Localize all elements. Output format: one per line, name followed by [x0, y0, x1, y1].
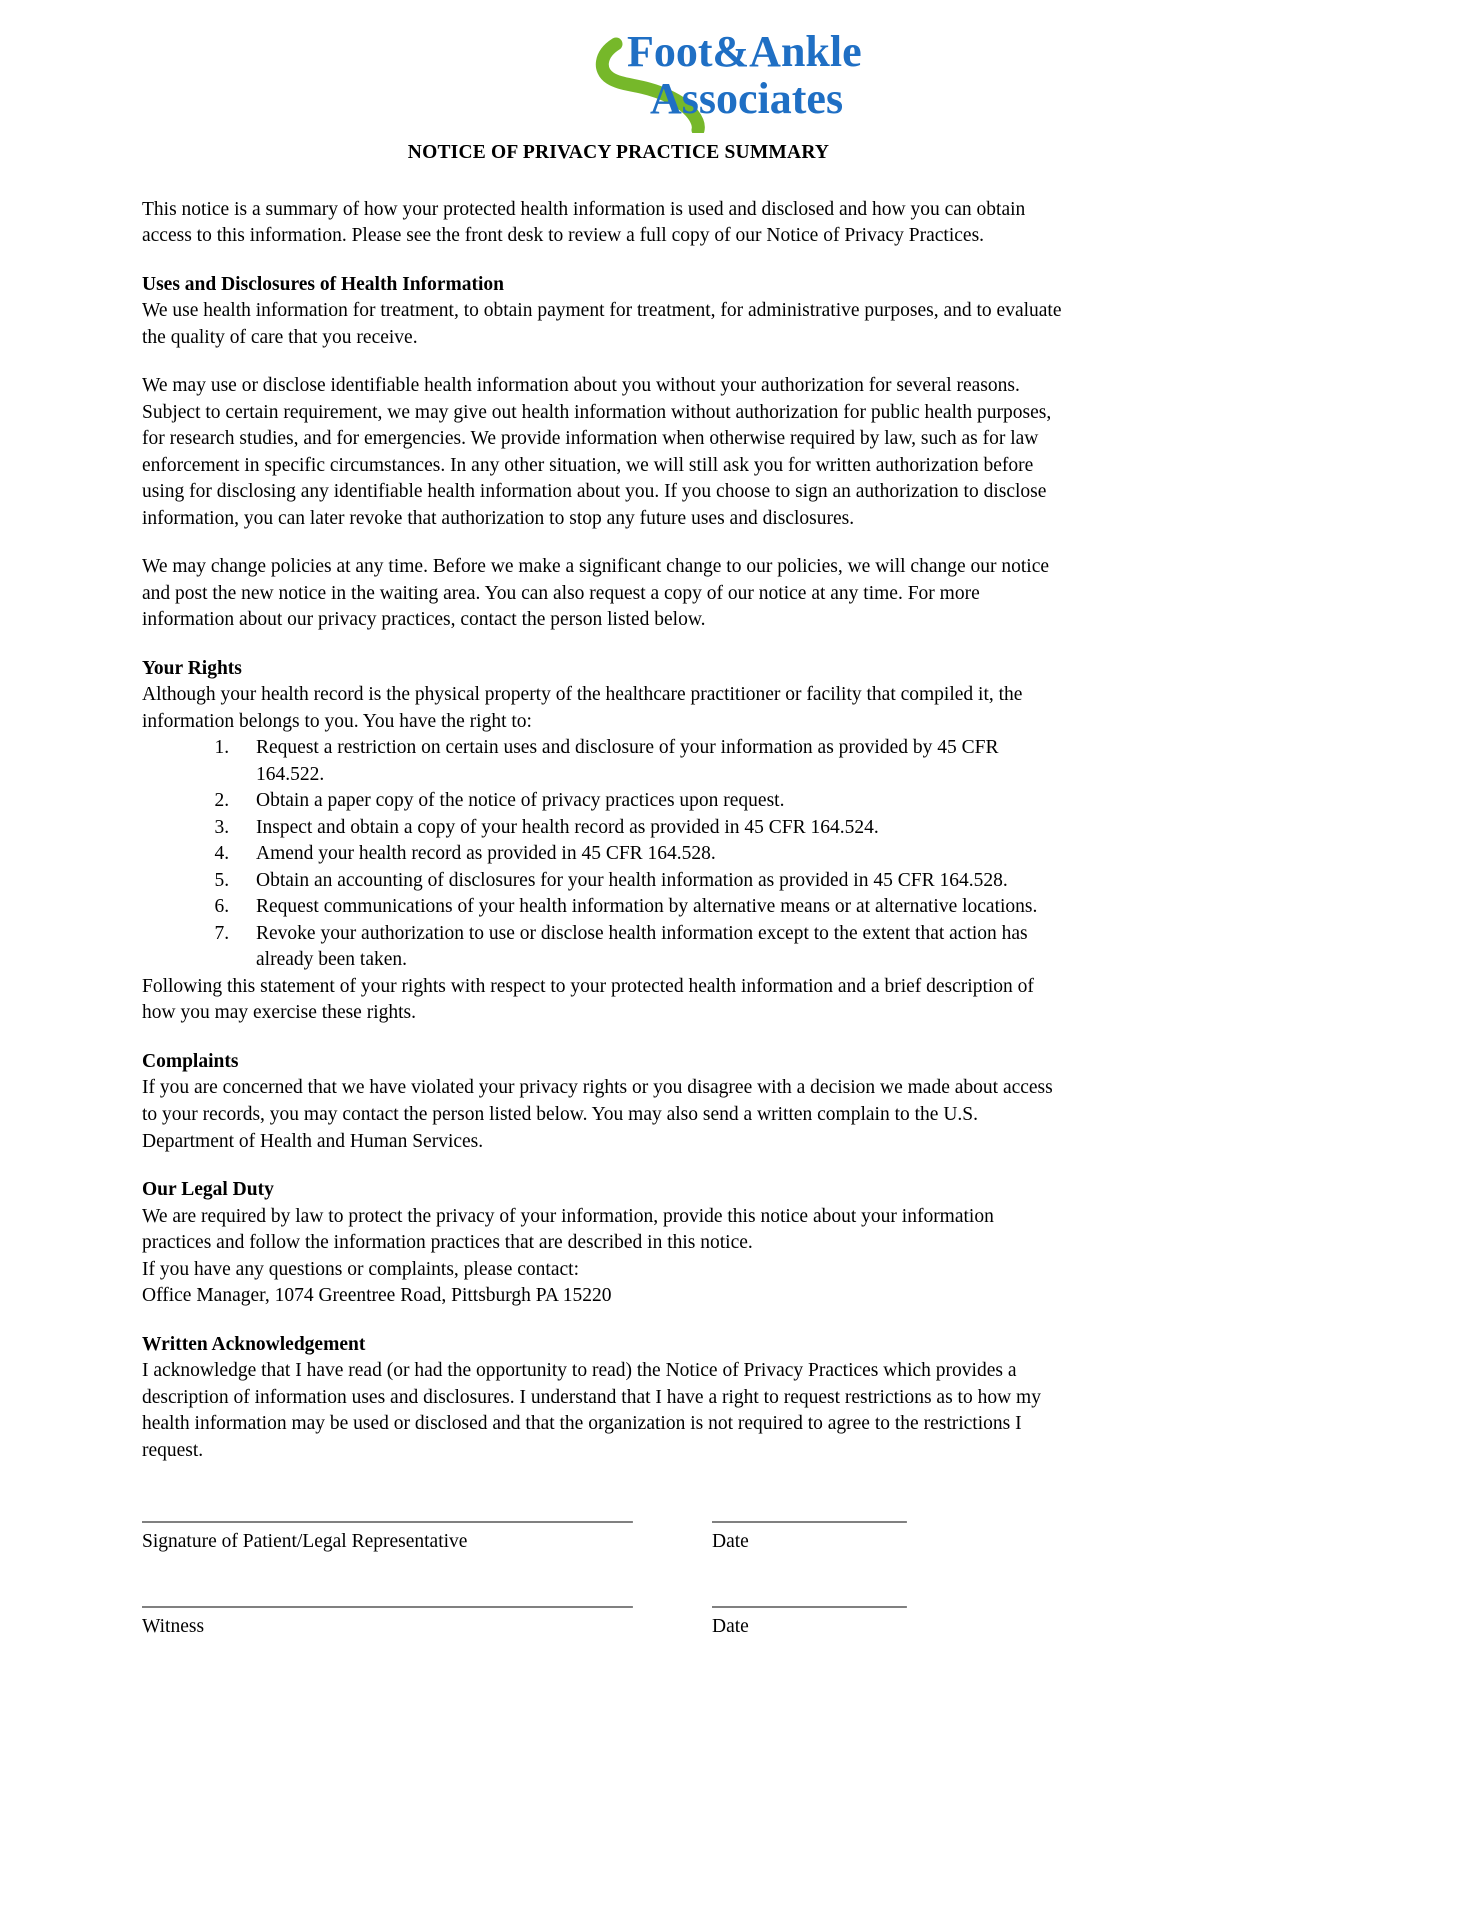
date-rule: _____________________	[712, 1504, 907, 1526]
section-heading-written-acknowledgement: Written Acknowledgement	[142, 1333, 366, 1355]
logo-graphic	[572, 18, 912, 133]
signature-label: Signature of Patient/Legal Representative	[142, 1530, 468, 1552]
spacer	[142, 250, 1067, 272]
spacer	[142, 634, 1067, 656]
list-item: 4. Amend your health record as provided in 45 CFR 164.528.	[234, 841, 1067, 868]
section-heading-your-rights: Your Rights	[142, 657, 242, 679]
legal-duty-contact-prompt: If you have any questions or complaints, please contact:	[142, 1258, 579, 1280]
list-item: 5. Obtain an accounting of disclosures for your health information as provided in 45 CFR 164.528.	[234, 868, 1067, 895]
rights-list	[142, 735, 1067, 974]
legal-duty-paragraph: We are required by law to protect the privacy of your information, provide this notice about your information practices and follow the information practices that are described in this notice.	[142, 1205, 994, 1254]
practice-logo	[0, 18, 1484, 133]
list-item: 2. Obtain a paper copy of the notice of privacy practices upon request.	[234, 788, 1067, 815]
patient-signature-field[interactable]	[142, 1504, 712, 1555]
signature-row-patient	[142, 1504, 1067, 1555]
spacer	[142, 1555, 1067, 1589]
section-heading-uses-disclosures: Uses and Disclosures of Health Information	[142, 273, 505, 295]
list-item: 6. Request communications of your health information by alternative means or at alternative locations.	[234, 894, 1067, 921]
witness-rule: _____________________________________________________	[142, 1589, 633, 1611]
signature-block	[142, 1504, 1067, 1640]
intro-paragraph: This notice is a summary of how your protected health information is used and disclosed and how you can obtain access to this information. Please see the front desk to review a full copy of our Notice of Privacy Practices.	[142, 198, 1026, 247]
witness-label: Witness	[142, 1615, 205, 1637]
witness-date-rule: _____________________	[712, 1589, 907, 1611]
spacer	[142, 1027, 1067, 1049]
list-item: 3. Inspect and obtain a copy of your health record as provided in 45 CFR 164.524.	[234, 815, 1067, 842]
legal-duty-contact-address: Office Manager, 1074 Greentree Road, Pittsburgh PA 15220	[142, 1285, 612, 1307]
witness-date-label: Date	[712, 1615, 749, 1637]
spacer	[142, 532, 1067, 554]
svg-text:Associates: Associates	[650, 74, 844, 123]
list-item: 7. Revoke your authorization to use or disclose health information except to the extent that action has already been taken.	[234, 921, 1067, 974]
page-title: NOTICE OF PRIVACY PRACTICE SUMMARY	[407, 142, 830, 163]
witness-signature-field[interactable]	[142, 1589, 712, 1640]
your-rights-closing: Following this statement of your rights with respect to your protected health information and a brief description of how you may exercise these rights.	[142, 975, 1034, 1024]
witness-date-field[interactable]	[712, 1589, 972, 1640]
patient-date-field[interactable]	[712, 1504, 972, 1555]
written-acknowledgement-paragraph: I acknowledge that I have read (or had the opportunity to read) the Notice of Privacy Practices which provides a description of information uses and disclosures. I understand that I have a right to request restrictions as to how my health information may be used or disclosed and that the organization is not required to agree to the restrictions I request.	[142, 1360, 1041, 1461]
uses-disclosures-paragraph-3: We may change policies at any time. Before we make a significant change to our policies, we will change our notice and post the new notice in the waiting area. You can also request a copy of our notice at any time. For more information about our privacy practices, contact the person listed below.	[142, 556, 1050, 631]
signature-row-witness	[142, 1589, 1067, 1640]
spacer	[142, 1310, 1067, 1332]
signature-rule: _____________________________________________________	[142, 1504, 633, 1526]
your-rights-lead: Although your health record is the physical property of the healthcare practitioner or facility that compiled it, the information belongs to you. You have the right to:	[142, 684, 1023, 732]
document-body	[142, 140, 1067, 1640]
section-heading-complaints: Complaints	[142, 1050, 239, 1072]
list-item: 1. Request a restriction on certain uses and disclosure of your information as provided by 45 CFR 164.522.	[234, 735, 1067, 788]
spacer	[142, 351, 1067, 373]
spacer	[142, 1155, 1067, 1177]
uses-disclosures-paragraph-2: We may use or disclose identifiable health information about you without your authorization for several reasons. Subject to certain requirement, we may give out health information without authorization for public health purposes, for research studies, and for emergencies. We provide information when otherwise required by law, such as for law enforcement in specific circumstances. In any other situation, we will still ask you for written authorization before using for disclosing any identifiable health information about you. If you choose to sign an authorization to disclose information, you can later revoke that authorization to stop any future uses and disclosures.	[142, 375, 1052, 529]
section-heading-our-legal-duty: Our Legal Duty	[142, 1179, 274, 1201]
complaints-paragraph: If you are concerned that we have violated your privacy rights or you disagree with a decision we made about access to your records, you may contact the person listed below. You may also send a written complain to the U.S. Department of Health and Human Services.	[142, 1077, 1053, 1152]
svg-text:Foot&Ankle: Foot&Ankle	[627, 27, 862, 76]
date-label: Date	[712, 1530, 749, 1552]
uses-disclosures-paragraph-1: We use health information for treatment, to obtain payment for treatment, for administrative purposes, and to evaluate the quality of care that you receive.	[142, 300, 1062, 348]
